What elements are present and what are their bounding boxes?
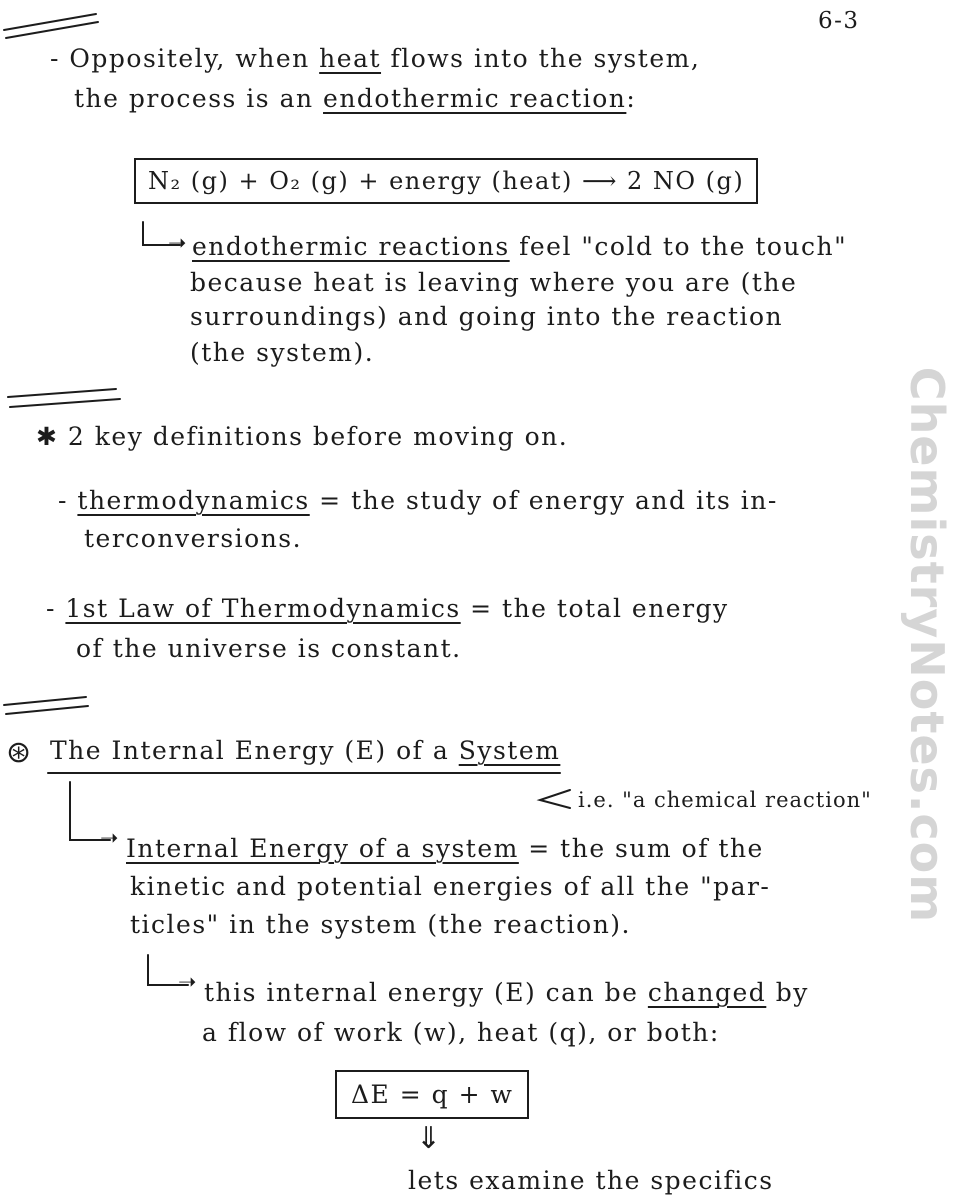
closing-line: lets examine the specifics [408, 1166, 774, 1195]
thermo-definition-text: = the study of energy and its in- [309, 486, 778, 515]
intro-text: Oppositely, when [69, 44, 320, 73]
double-down-arrow-icon: ⇓ [416, 1121, 442, 1156]
internal-energy-definition-line-1 [126, 836, 764, 861]
endo-note-line-3: surroundings) and going into the reaction [190, 302, 784, 331]
definition-text: = the sum of the [518, 834, 764, 863]
heading-text: The Internal Energy (E) of a [50, 736, 459, 765]
watermark: ChemistryNotes.com [900, 366, 954, 924]
bullet-dash: - [58, 486, 78, 515]
endothermic-reaction-term: endothermic reaction [323, 84, 627, 113]
intro-text: flows into the system, [381, 44, 701, 73]
endo-note-text: feel "cold to the touch" [509, 232, 848, 261]
divider-line [4, 14, 96, 30]
endo-note-line-1 [192, 234, 847, 259]
change-text: by [766, 978, 809, 1007]
internal-energy-heading [50, 738, 560, 763]
intro-text: : [626, 84, 637, 113]
thermo-definition-line-1 [58, 488, 778, 513]
internal-energy-definition-line-3: ticles" in the system (the reaction). [130, 910, 632, 939]
law-definition-text: = the total energy [460, 594, 729, 623]
law-definition-line-2: of the universe is constant. [76, 634, 462, 663]
system-term: System [458, 736, 561, 765]
change-line-2: a flow of work (w), heat (q), or both: [202, 1018, 720, 1047]
intro-text: the process is an [74, 84, 324, 113]
divider-line [4, 697, 86, 705]
bullet-dash: - [46, 594, 66, 623]
intro-line-2 [74, 86, 636, 111]
key-definitions-heading: ✱ 2 key definitions before moving on. [36, 422, 569, 451]
changed-term: changed [647, 978, 767, 1007]
change-line-1 [204, 980, 809, 1005]
heat-term: heat [319, 44, 382, 73]
equation-box: N₂ (g) + O₂ (g) + energy (heat) ⟶ 2 NO (g) [134, 158, 758, 204]
first-law-term: 1st Law of Thermodynamics [65, 594, 461, 623]
law-definition-line-1 [46, 596, 729, 621]
thermo-definition-line-2: terconversions. [84, 524, 303, 553]
divider-line [6, 706, 88, 714]
side-arrow-stroke [540, 790, 570, 808]
endothermic-reactions-term: endothermic reactions [192, 232, 510, 261]
endo-note-line-2: because heat is leaving where you are (the [190, 268, 798, 297]
intro-line-1 [50, 46, 700, 71]
divider-line [10, 399, 120, 407]
formula-box: ΔE = q + w [335, 1070, 529, 1119]
circled-asterisk-icon: ⊛ [6, 735, 32, 770]
internal-energy-term: Internal Energy of a system [126, 834, 519, 863]
hook-right-arrow-icon: ➝ [178, 970, 197, 995]
side-note: i.e. "a chemical reaction" [578, 788, 872, 812]
internal-energy-definition-line-2: kinetic and potential energies of all the "par- [130, 872, 771, 901]
divider-line [6, 22, 98, 38]
endo-note-line-4: (the system). [190, 338, 375, 367]
hook-right-arrow-icon: ➝ [100, 826, 119, 851]
thermodynamics-term: thermodynamics [77, 486, 310, 515]
bullet-dash: - [50, 44, 60, 73]
hook-right-arrow-icon: ➝ [168, 231, 187, 256]
divider-line [8, 389, 116, 397]
change-text: this internal energy (E) can be [204, 978, 648, 1007]
page-number: 6-3 [818, 8, 860, 34]
